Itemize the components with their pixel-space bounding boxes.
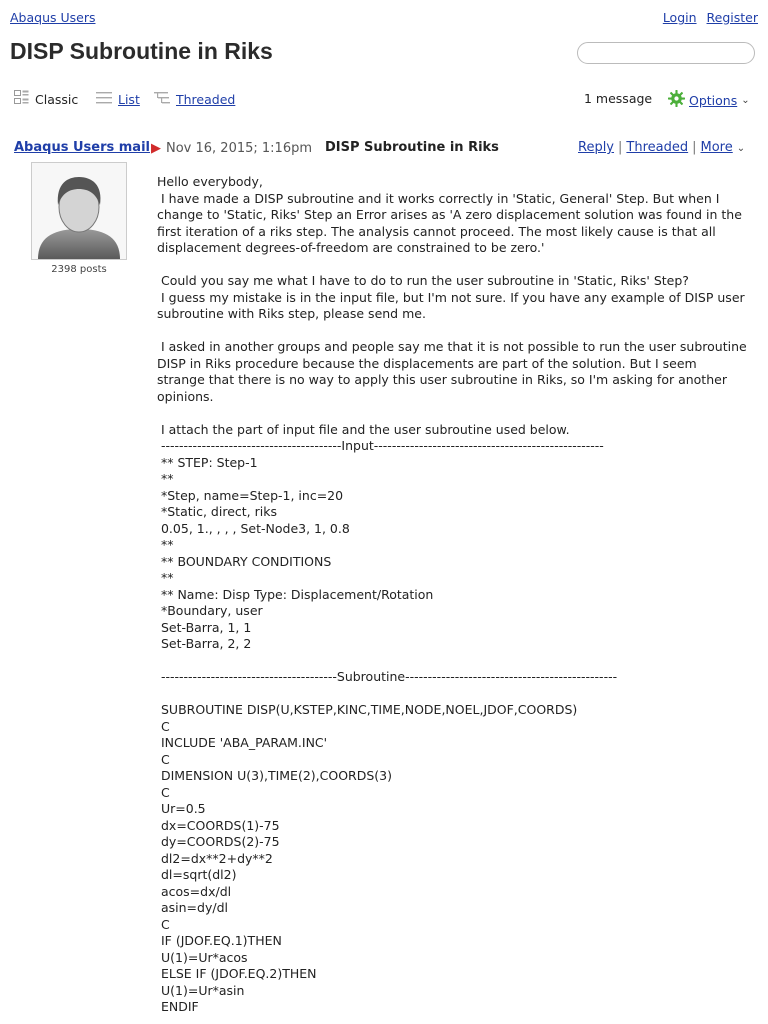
more-link[interactable]: More (700, 140, 733, 155)
chevron-down-icon: ⌄ (736, 143, 746, 154)
search-input[interactable] (577, 42, 755, 64)
message-line: I attach the part of input file and the user subroutine used below. (157, 421, 570, 437)
auth-links (663, 10, 758, 25)
post-count: 2398 posts (51, 264, 107, 275)
message-line: *Step, name=Step-1, inc=20 (157, 487, 344, 503)
message-line: C (157, 718, 170, 734)
message-line: ** (157, 570, 174, 585)
message-line: ** (157, 471, 174, 486)
options-menu[interactable] (668, 90, 750, 110)
page-title: DISP Subroutine in Riks (10, 38, 273, 64)
message-line: ** Name: Disp Type: Displacement/Rotation (157, 586, 434, 602)
message-line: DIMENSION U(3),TIME(2),COORDS(3) (157, 768, 392, 783)
list-label[interactable]: List (118, 92, 140, 107)
message-line: dl=sqrt(dl2) (157, 867, 237, 882)
classic-view-icon (14, 90, 29, 109)
gear-icon (668, 90, 685, 110)
message-line: ENDIF (157, 999, 199, 1014)
message-line: *Boundary, user (157, 603, 263, 618)
user-silhouette-icon (32, 163, 126, 259)
top-bar (10, 10, 758, 28)
message-line (157, 257, 747, 274)
message-line: ** STEP: Step-1 (157, 454, 258, 470)
message-line: Could you say me what I have to do to run the user subroutine in 'Static, Riks' Step? (157, 273, 689, 288)
message-line: IF (JDOF.EQ.1)THEN (157, 933, 282, 948)
message-line: Ur=0.5 (157, 801, 206, 816)
message-line: ELSE IF (JDOF.EQ.2)THEN (157, 966, 317, 981)
message-line: I have made a DISP subroutine and it works correctly in 'Static, General' Step. But when I change to 'Static, Riks' Step an Error arises as 'A zero displacement solution was found in the first iteration of a riks step. The analysis cannot proceed. The most likely cause is that all displacement degrees-of-freedom are constrained to be zero.' (157, 190, 746, 255)
message-line: U(1)=Ur*asin (157, 982, 245, 998)
message-line: asin=dy/dl (157, 900, 228, 915)
separator: | (692, 140, 697, 155)
message-line: ** (157, 537, 174, 552)
message-body (157, 174, 753, 1016)
reply-link[interactable]: Reply (578, 140, 615, 155)
options-label[interactable]: Options (689, 92, 738, 108)
message-line: U(1)=Ur*acos (157, 949, 248, 965)
message-line: ** BOUNDARY CONDITIONS (157, 553, 332, 569)
arrow-right-icon: ▶ (151, 141, 161, 156)
message-actions (578, 140, 745, 155)
message-subject: DISP Subroutine in Riks (325, 140, 499, 155)
message-line: Set-Barra, 2, 2 (157, 636, 252, 651)
message-line: C (157, 916, 170, 932)
message-line: INCLUDE 'ABA_PARAM.INC' (157, 735, 328, 750)
message-line (157, 686, 747, 703)
message-header (14, 140, 754, 158)
avatar[interactable] (31, 162, 127, 260)
chevron-down-icon: ⌄ (741, 94, 750, 106)
message-line (157, 323, 747, 340)
message-line: SUBROUTINE DISP(U,KSTEP,KINC,TIME,NODE,NOEL,JDOF,COORDS) (157, 702, 578, 717)
message-line: Set-Barra, 1, 1 (157, 619, 252, 635)
register-link[interactable]: Register (706, 10, 758, 25)
message-line: dx=COORDS(1)-75 (157, 817, 280, 833)
message-line: C (157, 784, 170, 800)
threaded-link[interactable]: Threaded (626, 140, 689, 155)
message-line: I guess my mistake is in the input file, but I'm not sure. If you have any example of DISP user subroutine with Riks step, please send me. (157, 289, 753, 321)
view-threaded[interactable] (154, 90, 235, 109)
message-line: 0.05, 1., , , , Set-Node3, 1, 0.8 (157, 520, 350, 536)
message-line: C (157, 751, 170, 767)
threaded-view-icon (154, 90, 170, 109)
view-list[interactable] (96, 90, 140, 109)
author-link[interactable]: Abaqus Users mail (14, 140, 150, 155)
message-count: 1 message (584, 91, 653, 106)
message-date: Nov 16, 2015; 1:16pm (166, 141, 313, 156)
message-line: I asked in another groups and people say me that it is not possible to run the user subroutine DISP in Riks procedure because the displacements are part of the solution. But I seem strange that there is no way to apply this user subroutine in Riks, so I'm asking for another opinions. (157, 339, 751, 404)
message-line: *Static, direct, riks (157, 504, 277, 519)
list-view-icon (96, 90, 112, 109)
separator: | (618, 140, 623, 155)
message-line: Hello everybody, (157, 174, 263, 189)
message-line: dl2=dx**2+dy**2 (157, 850, 273, 866)
view-classic[interactable] (14, 90, 78, 109)
message-line: acos=dx/dl (157, 883, 232, 899)
message-line: ----------------------------------------Input--------------------------------------------------- (157, 438, 604, 453)
message-line (157, 405, 747, 422)
threaded-label[interactable]: Threaded (176, 92, 236, 107)
message-line: ---------------------------------------Subroutine----------------------------------------------- (157, 669, 618, 684)
view-bar (14, 90, 754, 110)
forum-link[interactable]: Abaqus Users (10, 10, 96, 25)
login-link[interactable]: Login (662, 10, 697, 25)
classic-label: Classic (35, 92, 79, 107)
message-line (157, 653, 747, 670)
message-line: dy=COORDS(2)-75 (157, 834, 280, 849)
